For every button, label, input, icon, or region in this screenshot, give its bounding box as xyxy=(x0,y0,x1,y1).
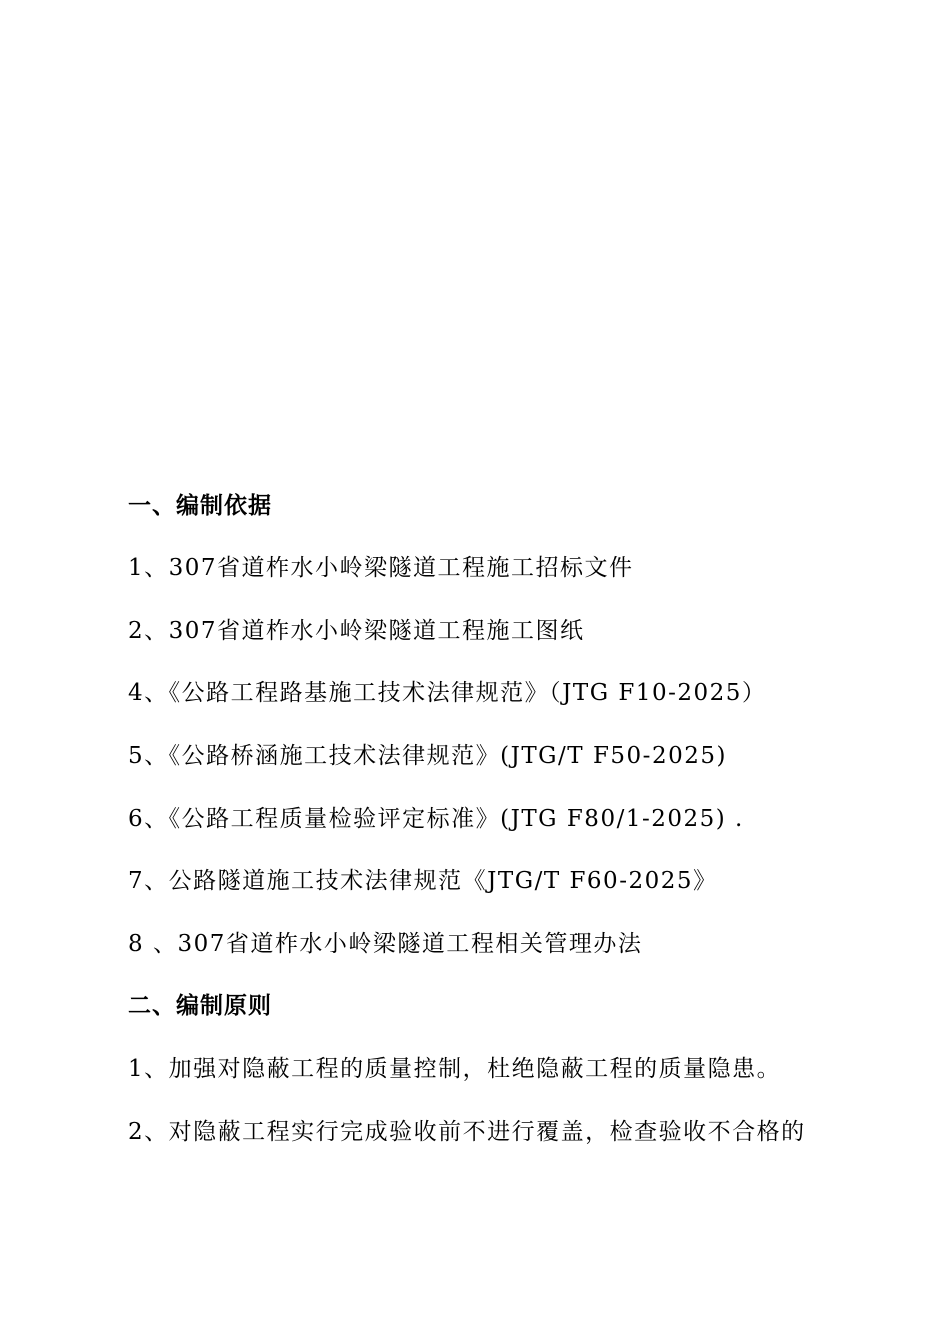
basis-item-4: 4、《公路工程路基施工技术法律规范》（JTG F10-2025） xyxy=(128,680,767,706)
basis-item-8: 8 、307省道柞水小岭梁隧道工程相关管理办法 xyxy=(128,931,643,957)
principle-item-2: 2、对隐蔽工程实行完成验收前不进行覆盖，检查验收不合格的 xyxy=(128,1119,806,1145)
basis-item-7: 7、公路隧道施工技术法律规范《JTG/T F60-2025》 xyxy=(128,868,718,894)
basis-item-2: 2、307省道柞水小岭梁隧道工程施工图纸 xyxy=(128,618,585,644)
section-heading-basis: 一、编制依据 xyxy=(128,493,272,519)
principle-item-1: 1、加强对隐蔽工程的质量控制，杜绝隐蔽工程的质量隐患。 xyxy=(128,1056,782,1082)
basis-item-5: 5、《公路桥涵施工技术法律规范》(JTG/T F50-2025) xyxy=(128,743,727,769)
basis-item-6: 6、《公路工程质量检验评定标准》(JTG F80/1-2025) . xyxy=(128,806,744,832)
section-heading-principles: 二、编制原则 xyxy=(128,993,272,1019)
basis-item-1: 1、307省道柞水小岭梁隧道工程施工招标文件 xyxy=(128,555,634,581)
